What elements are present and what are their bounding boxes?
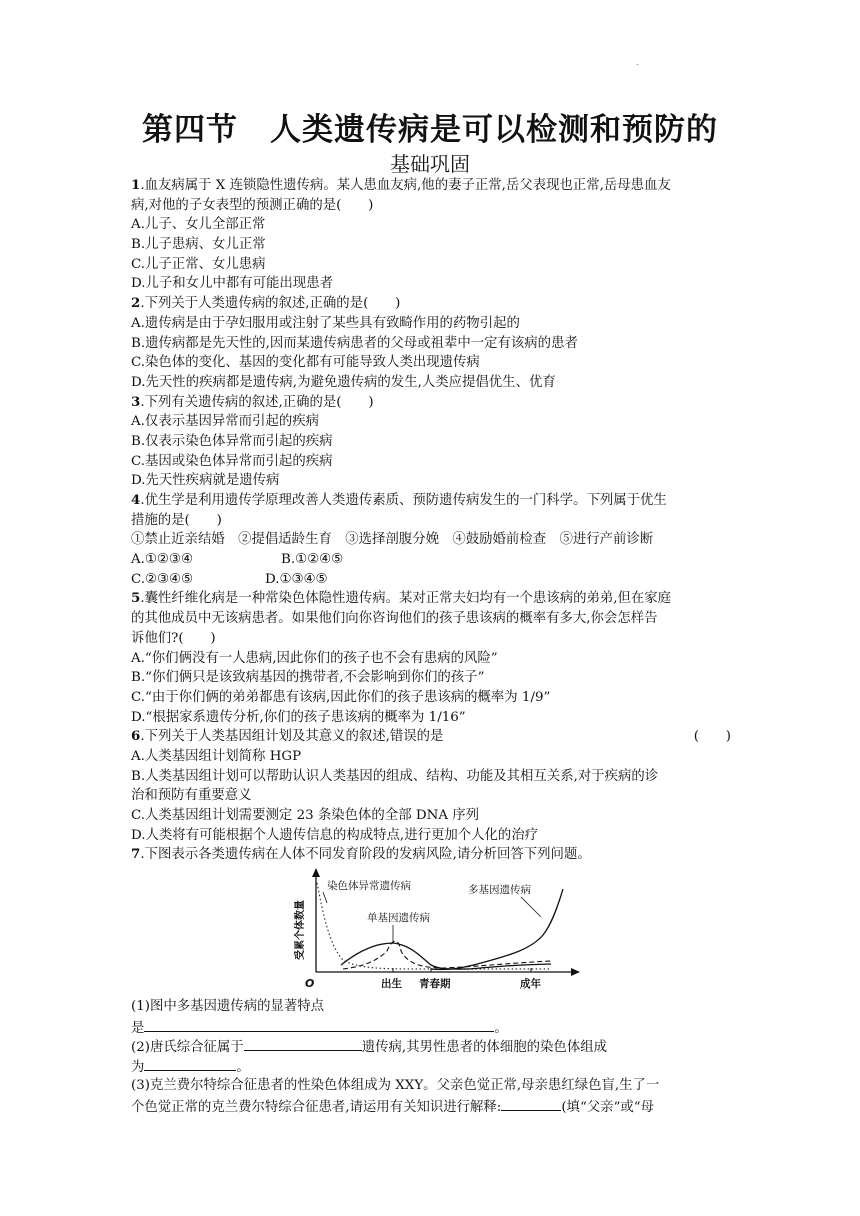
- page-title: 第四节 人类遗传病是可以检测和预防的: [142, 112, 718, 148]
- question-3-option-a[interactable]: A.仅表示基因异常而引起的疾病: [131, 414, 320, 430]
- question-6-stem: [131, 727, 731, 747]
- question-6-answer-paren[interactable]: ( ): [693, 729, 731, 745]
- question-4-stem-text: .优生学是利用遗传学原理改善人类遗传素质、预防遗传病发生的一门科学。下列属于优生: [140, 493, 667, 508]
- question-7-sub-2-prefix-2: 为: [131, 1060, 145, 1076]
- label-leader-chromosomal: [323, 892, 327, 903]
- question-1-stem-line-2: 病,对他的子女表型的预测正确的是( ): [131, 197, 374, 213]
- question-2-option-b[interactable]: B.遗传病都是先天性的,因而某遗传病患者的父母或祖辈中一定有该病的患者: [131, 335, 578, 351]
- question-3-option-c[interactable]: C.基因或染色体异常而引起的疾病: [131, 453, 333, 469]
- question-4-option-d[interactable]: D.①③④⑤: [265, 571, 328, 587]
- question-6-option-c[interactable]: C.人类基因组计划需要测定 23 条染色体的全部 DNA 序列: [131, 808, 480, 823]
- question-5-stem-line-2: 的其他成员中无该病患者。如果他们向你咨询他们的孩子患该病的概率有多大,你会怎样告: [131, 611, 658, 627]
- question-7-sub-3-prefix: 个色觉正常的克兰费尔特综合征患者,请运用有关知识进行解释:: [131, 1099, 502, 1115]
- question-7-sub-3-answer-blank[interactable]: [501, 1096, 561, 1111]
- question-7-number: 7: [131, 846, 141, 863]
- x-axis-arrow: [571, 968, 580, 976]
- question-7-sub-1-line-1: (1)图中多基因遗传病的显著特点: [131, 999, 325, 1015]
- header-dot: .: [636, 58, 639, 67]
- question-3-option-b[interactable]: B.仅表示染色体异常而引起的疾病: [131, 433, 333, 449]
- question-1-option-c[interactable]: C.儿子正常、女儿患病: [131, 256, 266, 272]
- chart-origin-label: O: [305, 977, 315, 991]
- question-5-stem-text: .囊性纤维化病是一种常染色体隐性遗传病。某对正常夫妇均有一个患该病的弟弟,但在家庭: [140, 591, 672, 607]
- question-6-stem-text: .下列关于人类基因组计划及其意义的叙述,错误的是: [140, 729, 444, 745]
- series-label-chromosomal: 染色体异常遗传病: [327, 880, 411, 893]
- question-2-number: 2: [131, 295, 141, 312]
- question-7-sub-1-end: 。: [494, 1020, 508, 1036]
- questions-content: [131, 176, 731, 1115]
- question-4-stem-line-2: 措施的是( ): [131, 512, 222, 528]
- section-subtitle: 基础巩固: [390, 152, 470, 176]
- question-1-option-b[interactable]: B.儿子患病、女儿正常: [131, 237, 266, 253]
- question-7-sub-1-answer-blank[interactable]: [144, 1017, 494, 1032]
- question-7-sub-2-middle: 遗传病,其男性患者的体细胞的染色体组成: [361, 1040, 607, 1056]
- question-5-option-b[interactable]: B.“你们俩只是该致病基因的携带者,不会影响到你们的孩子”: [131, 670, 485, 686]
- question-4-items: ①禁止近亲结婚 ②提倡适龄生育 ③选择剖腹分娩 ④鼓励婚前检查 ⑤进行产前诊断: [131, 532, 654, 548]
- question-3-stem-text: .下列有关遗传病的叙述,正确的是( ): [140, 394, 374, 410]
- question-6-option-a[interactable]: A.人类基因组计划简称 HGP: [131, 748, 302, 764]
- question-6-number: 6: [131, 728, 141, 745]
- question-4-options-row-2: [131, 570, 731, 590]
- x-tick-label-puberty: 青春期: [419, 978, 451, 991]
- disease-risk-chart: [131, 865, 731, 997]
- label-leader-multi-gene: [521, 897, 541, 917]
- question-1-stem-text: .血友病属于 X 连锁隐性遗传病。某人患血友病,他的妻子正常,岳父表现也正常,岳母患血友: [140, 178, 671, 193]
- question-2-stem: [131, 294, 731, 314]
- series-multi-gene-curve: [431, 889, 563, 970]
- question-2-option-a[interactable]: A.遗传病是由于孕妇服用或注射了某些具有致畸作用的药物引起的: [131, 315, 520, 331]
- question-5-option-c[interactable]: C.“由于你们俩的弟弟都患有该病,因此你们的孩子患该病的概率为 1/9”: [131, 689, 551, 705]
- y-axis-arrow: [312, 868, 320, 877]
- question-5-number: 5: [131, 590, 141, 607]
- series-label-single-gene: 单基因遗传病: [367, 912, 430, 925]
- question-2-option-c[interactable]: C.染色体的变化、基因的变化都有可能导致人类出现遗传病: [131, 355, 480, 371]
- question-7-sub-1-line-2: [131, 1017, 731, 1037]
- question-5-stem-line-3: 诉他们?( ): [131, 630, 216, 646]
- question-7-sub-2-prefix: (2)唐氏综合征属于: [131, 1040, 244, 1056]
- question-4-option-a[interactable]: A.①②③④: [131, 552, 193, 568]
- question-4-option-b[interactable]: B.①②④⑤: [281, 552, 344, 568]
- question-1-option-a[interactable]: A.儿子、女儿全部正常: [131, 217, 266, 233]
- question-5-option-a[interactable]: A.“你们俩没有一人患病,因此你们的孩子也不会有患病的风险”: [131, 650, 498, 666]
- question-2-option-d[interactable]: D.先天性的疾病都是遗传病,为避免遗传病的发生,人类应提倡优生、优育: [131, 374, 556, 390]
- question-6-option-d[interactable]: D.人类将有可能根据个人遗传信息的构成特点,进行更加个人化的治疗: [131, 827, 539, 843]
- question-7-sub-2-end: 。: [236, 1060, 250, 1076]
- question-1-stem-line-1: [131, 176, 731, 196]
- question-7-sub-2-line-1: [131, 1036, 731, 1056]
- series-label-multi-gene: 多基因遗传病: [468, 884, 531, 897]
- question-7-sub-2-line-2: [131, 1056, 731, 1076]
- chart-ylabel: 受累个体数量: [295, 900, 306, 961]
- question-3-option-d[interactable]: D.先天性疾病就是遗传病: [131, 473, 280, 489]
- question-7-sub-2-answer-blank-1[interactable]: [244, 1036, 362, 1051]
- question-1-option-d[interactable]: D.儿子和女儿中都有可能出现患者: [131, 276, 333, 292]
- question-7-stem-text: .下图表示各类遗传病在人体不同发育阶段的发病风险,请分析回答下列问题。: [140, 847, 591, 863]
- x-tick-label-birth: 出生: [381, 978, 402, 991]
- question-5-option-d[interactable]: D.“根据家系遗传分析,你们的孩子患该病的概率为 1/16”: [131, 709, 466, 725]
- question-7-sub-1-prefix: 是: [131, 1020, 145, 1036]
- question-3-number: 3: [131, 393, 141, 410]
- question-6-option-b-line-1[interactable]: B.人类基因组计划可以帮助认识人类基因的组成、结构、功能及其相互关系,对于疾病的诊: [131, 768, 659, 784]
- question-4-option-c[interactable]: C.②③④⑤: [131, 571, 194, 587]
- question-7-sub-3-line-2: [131, 1096, 731, 1116]
- question-7-sub-3-suffix: (填“父亲”或“母: [561, 1099, 655, 1115]
- question-4-options-row-1: [131, 550, 731, 570]
- question-4-stem-line-1: [131, 491, 731, 511]
- question-6-option-b-line-2[interactable]: 治和预防有重要意义: [131, 788, 252, 804]
- question-7-sub-2-answer-blank-2[interactable]: [144, 1056, 236, 1071]
- question-1-number: 1: [131, 177, 141, 193]
- x-tick-label-adult: 成年: [520, 978, 541, 991]
- question-2-stem-text: .下列关于人类遗传病的叙述,正确的是( ): [140, 296, 401, 312]
- question-4-number: 4: [131, 492, 141, 508]
- series-single-gene-curve: [341, 943, 551, 969]
- question-5-stem-line-1: [131, 589, 731, 609]
- disease-risk-chart-svg: [131, 865, 731, 997]
- question-7-stem: [131, 845, 731, 865]
- question-7-sub-3-line-1: (3)克兰费尔特综合征患者的性染色体组成为 XXY。父亲色觉正常,母亲患红绿色盲,生了一: [131, 1077, 660, 1093]
- question-3-stem: [131, 393, 731, 413]
